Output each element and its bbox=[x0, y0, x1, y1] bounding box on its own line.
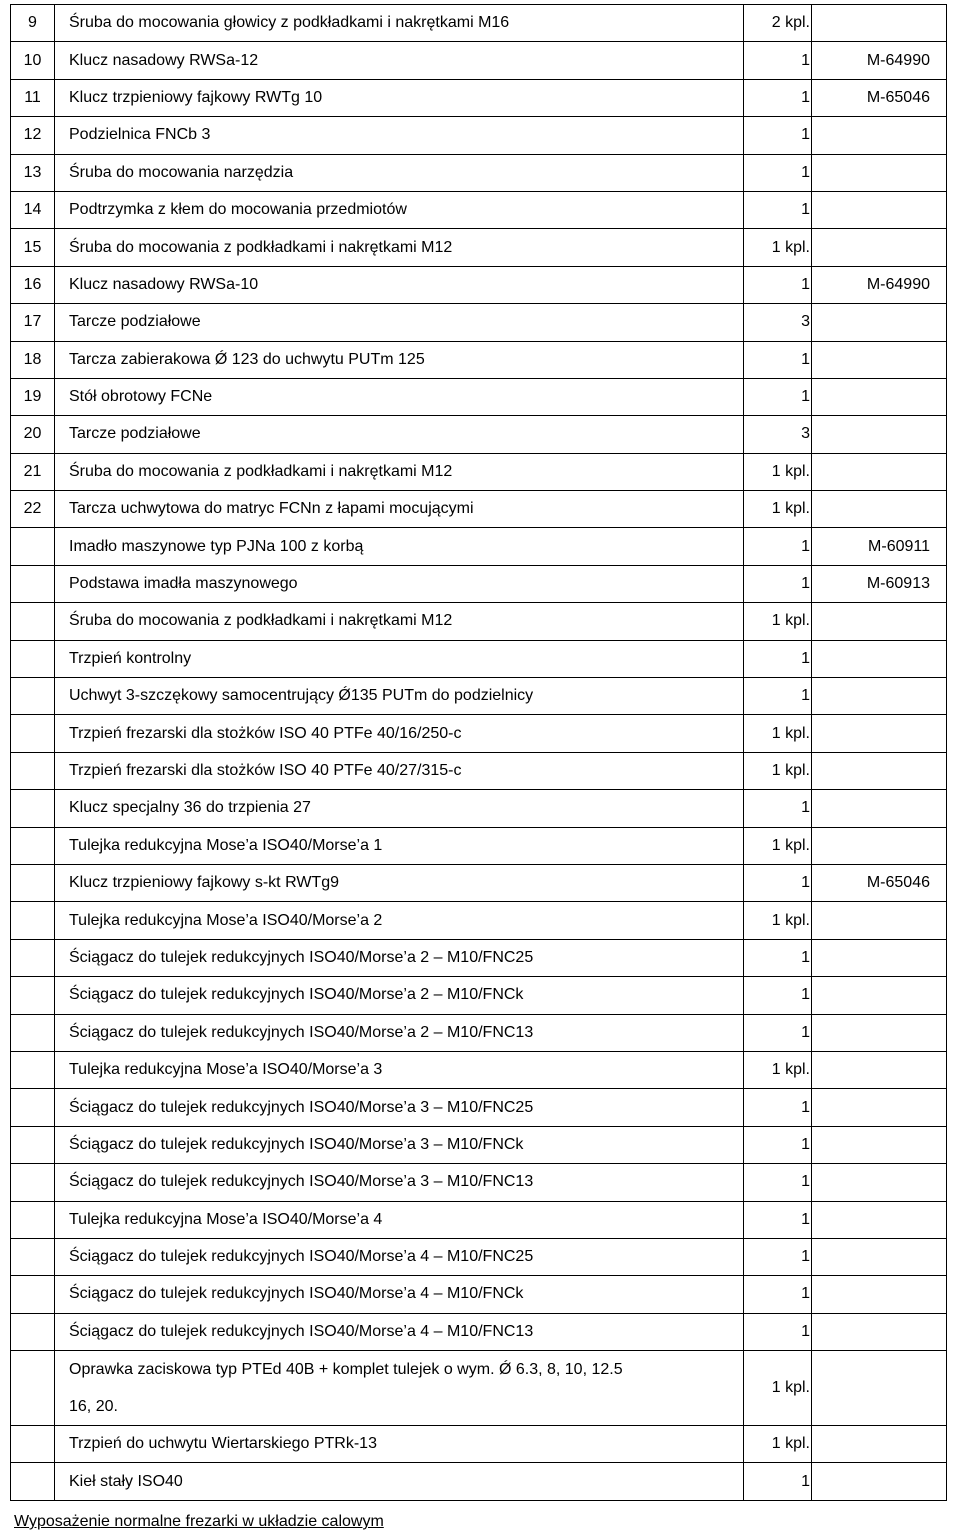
row-number: 16 bbox=[11, 266, 55, 303]
table-row bbox=[11, 939, 947, 976]
row-number bbox=[11, 640, 55, 677]
item-name: Ściągacz do tulejek redukcyjnych ISO40/Morse’a 4 – M10/FNC13 bbox=[55, 1313, 744, 1350]
row-number: 22 bbox=[11, 491, 55, 528]
row-number: 14 bbox=[11, 191, 55, 228]
row-number bbox=[11, 528, 55, 565]
item-name: Klucz trzpieniowy fajkowy RWTg 10 bbox=[55, 79, 744, 116]
item-quantity: 1 bbox=[744, 1014, 812, 1051]
item-quantity: 1 bbox=[744, 154, 812, 191]
row-number: 19 bbox=[11, 378, 55, 415]
item-name: Podstawa imadła maszynowego bbox=[55, 565, 744, 602]
item-quantity: 1 kpl. bbox=[744, 453, 812, 490]
item-quantity: 1 bbox=[744, 1276, 812, 1313]
item-name: Kieł stały ISO40 bbox=[55, 1463, 744, 1500]
row-number bbox=[11, 1014, 55, 1051]
item-quantity: 3 bbox=[744, 304, 812, 341]
item-code bbox=[812, 117, 947, 154]
row-number: 13 bbox=[11, 154, 55, 191]
item-name: Tarcze podziałowe bbox=[55, 416, 744, 453]
table-row bbox=[11, 1351, 947, 1426]
item-name: Ściągacz do tulejek redukcyjnych ISO40/Morse’a 2 – M10/FNC13 bbox=[55, 1014, 744, 1051]
table-row bbox=[11, 154, 947, 191]
item-quantity: 1 bbox=[744, 1313, 812, 1350]
table-row bbox=[11, 5, 947, 42]
table-row bbox=[11, 1164, 947, 1201]
item-name: Tarcza zabierakowa Ǿ 123 do uchwytu PUTm 125 bbox=[55, 341, 744, 378]
item-code bbox=[812, 1164, 947, 1201]
row-number bbox=[11, 1238, 55, 1275]
item-code bbox=[812, 640, 947, 677]
item-quantity: 1 bbox=[744, 117, 812, 154]
equipment-table bbox=[10, 4, 947, 1501]
item-quantity: 1 kpl. bbox=[744, 1051, 812, 1088]
item-name: Klucz nasadowy RWSa-12 bbox=[55, 42, 744, 79]
item-quantity: 1 kpl. bbox=[744, 1426, 812, 1463]
item-code bbox=[812, 939, 947, 976]
item-code bbox=[812, 1426, 947, 1463]
item-quantity: 1 bbox=[744, 42, 812, 79]
item-code bbox=[812, 416, 947, 453]
item-name: Trzpień frezarski dla stożków ISO 40 PTFe 40/27/315-c bbox=[55, 752, 744, 789]
row-number: 21 bbox=[11, 453, 55, 490]
table-row bbox=[11, 1201, 947, 1238]
item-code bbox=[812, 827, 947, 864]
table-row bbox=[11, 304, 947, 341]
row-number: 18 bbox=[11, 341, 55, 378]
table-row bbox=[11, 790, 947, 827]
table-row bbox=[11, 1126, 947, 1163]
row-number bbox=[11, 1313, 55, 1350]
item-quantity: 1 bbox=[744, 378, 812, 415]
item-quantity: 1 bbox=[744, 191, 812, 228]
table-row bbox=[11, 1089, 947, 1126]
table-row bbox=[11, 79, 947, 116]
item-code bbox=[812, 1089, 947, 1126]
table-row bbox=[11, 491, 947, 528]
row-number bbox=[11, 1276, 55, 1313]
item-name: Ściągacz do tulejek redukcyjnych ISO40/Morse’a 2 – M10/FNC25 bbox=[55, 939, 744, 976]
item-code bbox=[812, 1014, 947, 1051]
item-code bbox=[812, 378, 947, 415]
row-number: 20 bbox=[11, 416, 55, 453]
row-number bbox=[11, 715, 55, 752]
row-number bbox=[11, 603, 55, 640]
table-row bbox=[11, 1426, 947, 1463]
item-name: Imadło maszynowe typ PJNa 100 z korbą bbox=[55, 528, 744, 565]
table-row bbox=[11, 640, 947, 677]
table-row bbox=[11, 827, 947, 864]
item-name: Śruba do mocowania głowicy z podkładkami i nakrętkami M16 bbox=[55, 5, 744, 42]
item-code bbox=[812, 453, 947, 490]
table-row bbox=[11, 1463, 947, 1500]
table-row bbox=[11, 266, 947, 303]
item-quantity: 1 bbox=[744, 939, 812, 976]
item-quantity: 1 bbox=[744, 678, 812, 715]
item-code bbox=[812, 1051, 947, 1088]
item-quantity: 1 kpl. bbox=[744, 229, 812, 266]
row-number bbox=[11, 752, 55, 789]
item-quantity: 1 bbox=[744, 1463, 812, 1500]
item-name: Tulejka redukcyjna Mose’a ISO40/Morse’a 2 bbox=[55, 902, 744, 939]
item-name: Trzpień kontrolny bbox=[55, 640, 744, 677]
item-quantity: 1 kpl. bbox=[744, 902, 812, 939]
item-code bbox=[812, 1313, 947, 1350]
item-name: Klucz trzpieniowy fajkowy s-kt RWTg9 bbox=[55, 864, 744, 901]
table-row bbox=[11, 42, 947, 79]
item-code bbox=[812, 715, 947, 752]
table-row bbox=[11, 416, 947, 453]
table-row bbox=[11, 1051, 947, 1088]
item-name: Tulejka redukcyjna Mose’a ISO40/Morse’a 3 bbox=[55, 1051, 744, 1088]
item-name: Tulejka redukcyjna Mose’a ISO40/Morse’a 4 bbox=[55, 1201, 744, 1238]
table-row bbox=[11, 1238, 947, 1275]
item-name: Ściągacz do tulejek redukcyjnych ISO40/Morse’a 4 – M10/FNC25 bbox=[55, 1238, 744, 1275]
item-quantity: 1 bbox=[744, 790, 812, 827]
item-quantity: 2 kpl. bbox=[744, 5, 812, 42]
item-quantity: 1 bbox=[744, 1201, 812, 1238]
item-quantity: 1 kpl. bbox=[744, 752, 812, 789]
item-quantity: 1 bbox=[744, 266, 812, 303]
table-row bbox=[11, 191, 947, 228]
row-number: 12 bbox=[11, 117, 55, 154]
table-row bbox=[11, 453, 947, 490]
item-code bbox=[812, 229, 947, 266]
item-name: Śruba do mocowania z podkładkami i nakrętkami M12 bbox=[55, 453, 744, 490]
row-number bbox=[11, 939, 55, 976]
item-name: Stół obrotowy FCNe bbox=[55, 378, 744, 415]
item-code bbox=[812, 1463, 947, 1500]
table-row bbox=[11, 977, 947, 1014]
row-number bbox=[11, 902, 55, 939]
table-row bbox=[11, 715, 947, 752]
item-name: Śruba do mocowania narzędzia bbox=[55, 154, 744, 191]
item-quantity: 1 bbox=[744, 528, 812, 565]
item-name: Tulejka redukcyjna Mose’a ISO40/Morse’a 1 bbox=[55, 827, 744, 864]
item-quantity: 1 kpl. bbox=[744, 1351, 812, 1426]
item-quantity: 1 bbox=[744, 1164, 812, 1201]
item-code: M-65046 bbox=[812, 864, 947, 901]
equipment-table-body bbox=[11, 5, 947, 1501]
item-quantity: 1 bbox=[744, 341, 812, 378]
table-row bbox=[11, 117, 947, 154]
item-code bbox=[812, 1201, 947, 1238]
item-code bbox=[812, 304, 947, 341]
item-name: Tarcze podziałowe bbox=[55, 304, 744, 341]
row-number bbox=[11, 977, 55, 1014]
row-number: 11 bbox=[11, 79, 55, 116]
table-row bbox=[11, 678, 947, 715]
item-code bbox=[812, 491, 947, 528]
item-name: Ściągacz do tulejek redukcyjnych ISO40/Morse’a 4 – M10/FNCk bbox=[55, 1276, 744, 1313]
row-number bbox=[11, 864, 55, 901]
table-row bbox=[11, 565, 947, 602]
row-number bbox=[11, 1126, 55, 1163]
section-heading: Wyposażenie normalne frezarki w układzie calowym bbox=[14, 1513, 384, 1530]
row-number: 10 bbox=[11, 42, 55, 79]
table-row bbox=[11, 528, 947, 565]
item-quantity: 1 bbox=[744, 864, 812, 901]
item-name: Ściągacz do tulejek redukcyjnych ISO40/Morse’a 3 – M10/FNC25 bbox=[55, 1089, 744, 1126]
row-number bbox=[11, 1051, 55, 1088]
row-number: 9 bbox=[11, 5, 55, 42]
item-code: M-65046 bbox=[812, 79, 947, 116]
row-number bbox=[11, 1426, 55, 1463]
row-number bbox=[11, 827, 55, 864]
item-quantity: 1 kpl. bbox=[744, 715, 812, 752]
item-name: Klucz nasadowy RWSa-10 bbox=[55, 266, 744, 303]
item-quantity: 1 bbox=[744, 79, 812, 116]
item-code bbox=[812, 1276, 947, 1313]
item-name: Trzpień frezarski dla stożków ISO 40 PTFe 40/16/250-c bbox=[55, 715, 744, 752]
item-name: Tarcza uchwytowa do matryc FCNn z łapami mocującymi bbox=[55, 491, 744, 528]
item-name: Śruba do mocowania z podkładkami i nakrętkami M12 bbox=[55, 229, 744, 266]
item-name: Śruba do mocowania z podkładkami i nakrętkami M12 bbox=[55, 603, 744, 640]
item-code bbox=[812, 154, 947, 191]
item-code bbox=[812, 977, 947, 1014]
item-quantity: 1 kpl. bbox=[744, 491, 812, 528]
item-name: Ściągacz do tulejek redukcyjnych ISO40/Morse’a 3 – M10/FNC13 bbox=[55, 1164, 744, 1201]
item-quantity: 1 bbox=[744, 565, 812, 602]
table-row bbox=[11, 603, 947, 640]
item-code bbox=[812, 5, 947, 42]
item-code bbox=[812, 603, 947, 640]
table-row bbox=[11, 1313, 947, 1350]
row-number bbox=[11, 790, 55, 827]
item-quantity: 1 kpl. bbox=[744, 827, 812, 864]
row-number bbox=[11, 1351, 55, 1426]
item-quantity: 1 bbox=[744, 1238, 812, 1275]
row-number bbox=[11, 1463, 55, 1500]
item-quantity: 1 bbox=[744, 1089, 812, 1126]
item-quantity: 1 bbox=[744, 977, 812, 1014]
item-code bbox=[812, 752, 947, 789]
row-number bbox=[11, 1201, 55, 1238]
item-quantity: 1 bbox=[744, 1126, 812, 1163]
item-code bbox=[812, 678, 947, 715]
item-name: Ściągacz do tulejek redukcyjnych ISO40/Morse’a 3 – M10/FNCk bbox=[55, 1126, 744, 1163]
table-row bbox=[11, 752, 947, 789]
item-code bbox=[812, 1238, 947, 1275]
item-code: M-60913 bbox=[812, 565, 947, 602]
table-row bbox=[11, 1014, 947, 1051]
item-name-line: 16, 20. bbox=[69, 1398, 118, 1416]
item-quantity: 1 bbox=[744, 640, 812, 677]
item-code: M-64990 bbox=[812, 266, 947, 303]
item-quantity: 3 bbox=[744, 416, 812, 453]
item-name: Klucz specjalny 36 do trzpienia 27 bbox=[55, 790, 744, 827]
table-row bbox=[11, 341, 947, 378]
item-code: M-64990 bbox=[812, 42, 947, 79]
item-code bbox=[812, 902, 947, 939]
item-code bbox=[812, 1126, 947, 1163]
item-code bbox=[812, 341, 947, 378]
table-row bbox=[11, 864, 947, 901]
item-code bbox=[812, 1351, 947, 1426]
row-number bbox=[11, 1164, 55, 1201]
item-name: Uchwyt 3-szczękowy samocentrujący Ǿ135 PUTm do podzielnicy bbox=[55, 678, 744, 715]
item-code: M-60911 bbox=[812, 528, 947, 565]
row-number bbox=[11, 565, 55, 602]
item-name: Trzpień do uchwytu Wiertarskiego PTRk-13 bbox=[55, 1426, 744, 1463]
item-quantity: 1 kpl. bbox=[744, 603, 812, 640]
table-row bbox=[11, 902, 947, 939]
item-name: Podtrzymka z kłem do mocowania przedmiotów bbox=[55, 191, 744, 228]
table-row bbox=[11, 229, 947, 266]
item-name: Ściągacz do tulejek redukcyjnych ISO40/Morse’a 2 – M10/FNCk bbox=[55, 977, 744, 1014]
row-number bbox=[11, 1089, 55, 1126]
row-number bbox=[11, 678, 55, 715]
row-number: 17 bbox=[11, 304, 55, 341]
item-name-line: Oprawka zaciskowa typ PTEd 40B + komplet tulejek o wym. Ǿ 6.3, 8, 10, 12.5 bbox=[69, 1361, 623, 1379]
row-number: 15 bbox=[11, 229, 55, 266]
item-name: Podzielnica FNCb 3 bbox=[55, 117, 744, 154]
item-code bbox=[812, 191, 947, 228]
item-code bbox=[812, 790, 947, 827]
item-name bbox=[55, 1351, 744, 1426]
table-row bbox=[11, 1276, 947, 1313]
table-row bbox=[11, 378, 947, 415]
